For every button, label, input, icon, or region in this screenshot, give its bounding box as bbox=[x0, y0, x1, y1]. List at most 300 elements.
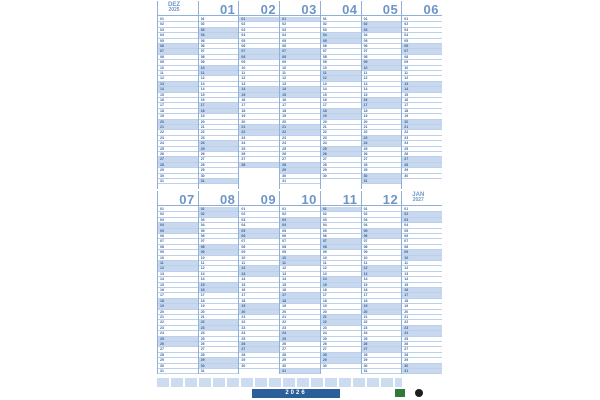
day-number: 01 bbox=[404, 207, 409, 211]
day-number: 30 bbox=[200, 363, 205, 368]
day-number: 30 bbox=[363, 363, 368, 368]
day-number: 16 bbox=[241, 98, 246, 102]
day-number: 14 bbox=[363, 277, 368, 282]
day-number: 24 bbox=[404, 141, 409, 146]
day-number: 21 bbox=[200, 315, 205, 319]
day-number: 03 bbox=[282, 217, 287, 222]
day-number: 10 bbox=[160, 65, 164, 70]
day-number: 19 bbox=[363, 304, 368, 309]
day-number: 05 bbox=[363, 228, 368, 233]
day-number: 03 bbox=[363, 217, 368, 222]
day-number: 31 bbox=[160, 369, 164, 373]
day-number: 05 bbox=[322, 38, 327, 43]
day-number: 05 bbox=[160, 228, 164, 233]
day-number: 08 bbox=[363, 54, 368, 59]
day-number: 11 bbox=[404, 71, 408, 75]
day-number: 28 bbox=[200, 162, 205, 167]
day-number: 05 bbox=[160, 38, 164, 43]
day-number: 21 bbox=[241, 125, 246, 129]
day-number: 26 bbox=[322, 342, 327, 346]
calendar-footer bbox=[157, 378, 442, 398]
day-number: 08 bbox=[160, 54, 164, 59]
day-number: 13 bbox=[160, 81, 164, 86]
day-number: 25 bbox=[282, 336, 287, 341]
day-number: 26 bbox=[322, 152, 327, 156]
day-number: 17 bbox=[160, 293, 164, 298]
day-number: 22 bbox=[322, 130, 327, 135]
day-number: 02 bbox=[322, 22, 327, 27]
day-number: 30 bbox=[404, 363, 409, 368]
day-number: 28 bbox=[241, 162, 246, 167]
day-row bbox=[321, 364, 361, 369]
day-number: 25 bbox=[200, 336, 205, 341]
day-number: 13 bbox=[200, 81, 205, 86]
day-number: 30 bbox=[404, 173, 409, 178]
calendar-first-half bbox=[157, 1, 442, 189]
day-number: 30 bbox=[322, 363, 327, 368]
day-number: 12 bbox=[322, 266, 327, 271]
day-number: 28 bbox=[404, 352, 409, 357]
day-number: 07 bbox=[404, 239, 409, 244]
day-number: 11 bbox=[200, 261, 205, 265]
day-number: 29 bbox=[404, 168, 409, 173]
day-number: 05 bbox=[241, 228, 246, 233]
day-number: 02 bbox=[322, 212, 327, 217]
day-number: 22 bbox=[200, 130, 205, 135]
day-number: 20 bbox=[160, 119, 164, 124]
month-header bbox=[158, 1, 198, 16]
year-label: 2026 bbox=[252, 389, 340, 398]
day-number: 26 bbox=[160, 342, 164, 346]
day-number: 18 bbox=[200, 108, 205, 113]
day-number: 04 bbox=[322, 33, 327, 38]
day-number: 24 bbox=[404, 331, 409, 336]
day-number: 01 bbox=[200, 17, 205, 21]
day-number: 05 bbox=[200, 38, 205, 43]
day-number: 02 bbox=[241, 212, 246, 217]
day-number: 14 bbox=[322, 277, 327, 282]
day-number: 07 bbox=[200, 49, 205, 54]
day-number: 22 bbox=[404, 320, 409, 325]
day-number: 06 bbox=[322, 44, 327, 48]
day-number: 20 bbox=[363, 119, 368, 124]
day-number: 09 bbox=[241, 60, 246, 65]
day-number: 29 bbox=[282, 358, 287, 363]
day-number: 08 bbox=[322, 244, 327, 249]
day-number: 13 bbox=[241, 81, 246, 86]
day-number: 09 bbox=[404, 60, 409, 65]
day-number: 05 bbox=[282, 228, 287, 233]
day-number: 20 bbox=[200, 119, 205, 124]
calendar-second-half bbox=[157, 191, 442, 374]
day-number: 07 bbox=[404, 49, 409, 54]
day-number: 31 bbox=[282, 179, 287, 183]
day-number: 26 bbox=[241, 342, 246, 346]
day-number: 08 bbox=[241, 54, 246, 59]
day-number: 26 bbox=[404, 152, 409, 156]
day-number: 30 bbox=[282, 363, 287, 368]
day-number: 04 bbox=[241, 33, 246, 38]
day-number: 21 bbox=[363, 315, 368, 319]
day-number: 24 bbox=[160, 331, 164, 336]
day-number: 07 bbox=[200, 239, 205, 244]
day-number: 04 bbox=[282, 223, 287, 228]
day-number: 02 bbox=[282, 22, 287, 27]
day-number: 14 bbox=[160, 87, 164, 92]
day-number: 22 bbox=[282, 320, 287, 325]
day-number: 10 bbox=[282, 65, 287, 70]
day-number: 01 bbox=[241, 17, 246, 21]
day-number: 09 bbox=[282, 60, 287, 65]
day-number: 05 bbox=[200, 228, 205, 233]
day-number: 10 bbox=[322, 65, 327, 70]
day-number: 12 bbox=[241, 266, 246, 271]
day-number: 27 bbox=[282, 347, 287, 352]
day-number: 17 bbox=[282, 293, 287, 298]
day-number: 14 bbox=[200, 277, 205, 282]
day-number: 28 bbox=[322, 352, 327, 357]
day-number: 05 bbox=[322, 228, 327, 233]
day-number: 18 bbox=[241, 298, 246, 303]
day-number: 17 bbox=[404, 293, 409, 298]
day-number: 12 bbox=[404, 76, 409, 81]
publisher-logo-black bbox=[415, 389, 423, 397]
day-number: 17 bbox=[200, 103, 205, 108]
day-number: 27 bbox=[200, 347, 205, 352]
day-row bbox=[362, 369, 402, 374]
day-number: 16 bbox=[160, 288, 164, 292]
day-number: 21 bbox=[404, 315, 409, 319]
day-number: 03 bbox=[160, 27, 164, 32]
day-number: 02 bbox=[160, 212, 164, 217]
day-number: 22 bbox=[322, 320, 327, 325]
day-row bbox=[321, 174, 361, 179]
day-number: 31 bbox=[363, 179, 368, 183]
month-column-1 bbox=[157, 191, 198, 374]
day-row bbox=[199, 179, 239, 184]
day-number: 22 bbox=[363, 130, 368, 135]
day-number: 03 bbox=[160, 217, 164, 222]
day-number: 17 bbox=[322, 293, 327, 298]
month-column-3 bbox=[238, 1, 279, 189]
month-header bbox=[362, 1, 402, 16]
month-number: 11 bbox=[342, 192, 358, 207]
day-number: 12 bbox=[200, 266, 205, 271]
day-number: 03 bbox=[241, 27, 246, 32]
day-number: 13 bbox=[363, 81, 368, 86]
day-number: 20 bbox=[282, 119, 287, 124]
day-number: 03 bbox=[322, 27, 327, 32]
day-number: 08 bbox=[200, 54, 205, 59]
day-number: 11 bbox=[160, 71, 164, 75]
month-column-7 bbox=[401, 1, 442, 189]
day-number: 08 bbox=[322, 54, 327, 59]
day-number: 30 bbox=[160, 363, 164, 368]
day-number: 22 bbox=[282, 130, 287, 135]
day-number: 11 bbox=[404, 261, 408, 265]
month-header bbox=[280, 191, 320, 206]
day-number: 01 bbox=[282, 207, 287, 211]
day-number: 04 bbox=[404, 223, 409, 228]
day-number: 14 bbox=[241, 277, 246, 282]
month-column-5 bbox=[320, 191, 361, 374]
day-number: 06 bbox=[363, 44, 368, 48]
day-number: 16 bbox=[322, 98, 327, 102]
day-number: 01 bbox=[200, 207, 205, 211]
day-number: 11 bbox=[241, 261, 246, 265]
day-number: 01 bbox=[160, 17, 164, 21]
day-number: 20 bbox=[241, 309, 246, 314]
day-number: 25 bbox=[322, 336, 327, 341]
day-number: 18 bbox=[241, 108, 246, 113]
day-number: 02 bbox=[363, 22, 368, 27]
month-number: 09 bbox=[260, 192, 277, 207]
day-number: 17 bbox=[200, 293, 205, 298]
month-column-4 bbox=[279, 191, 320, 374]
day-number: 18 bbox=[363, 108, 368, 113]
day-number: 10 bbox=[404, 65, 409, 70]
day-number: 16 bbox=[404, 98, 409, 102]
month-header bbox=[362, 191, 402, 206]
day-number: 21 bbox=[160, 125, 164, 129]
day-number: 29 bbox=[363, 358, 368, 363]
day-number: 15 bbox=[282, 92, 287, 97]
day-number: 09 bbox=[322, 60, 327, 65]
day-number: 21 bbox=[363, 125, 368, 129]
day-number: 23 bbox=[241, 135, 246, 140]
day-number: 25 bbox=[404, 336, 409, 341]
month-year: 2025 bbox=[168, 7, 180, 13]
day-number: 15 bbox=[241, 92, 246, 97]
day-number: 12 bbox=[241, 76, 246, 81]
day-row bbox=[362, 179, 402, 184]
day-number: 26 bbox=[363, 342, 368, 346]
day-number: 17 bbox=[363, 103, 368, 108]
day-number: 08 bbox=[363, 244, 368, 249]
day-number: 03 bbox=[363, 27, 368, 32]
day-number: 10 bbox=[241, 65, 246, 70]
day-number: 20 bbox=[160, 309, 164, 314]
day-number: 09 bbox=[363, 60, 368, 65]
month-number: 03 bbox=[301, 2, 317, 17]
day-number: 29 bbox=[160, 168, 164, 173]
day-number: 27 bbox=[241, 347, 246, 352]
day-number: 23 bbox=[200, 135, 205, 140]
day-number: 07 bbox=[282, 239, 287, 244]
day-number: 09 bbox=[363, 250, 368, 255]
day-number: 04 bbox=[363, 223, 368, 228]
day-number: 24 bbox=[282, 331, 287, 336]
day-number: 13 bbox=[404, 271, 409, 276]
day-number: 07 bbox=[322, 239, 327, 244]
day-number: 18 bbox=[200, 298, 205, 303]
day-number: 21 bbox=[322, 125, 327, 129]
day-number: 23 bbox=[322, 325, 327, 330]
day-number: 12 bbox=[282, 76, 287, 81]
day-number: 01 bbox=[404, 17, 409, 21]
day-number: 20 bbox=[322, 309, 327, 314]
day-number: 14 bbox=[404, 87, 409, 92]
day-number: 06 bbox=[200, 234, 205, 238]
day-number: 08 bbox=[241, 244, 246, 249]
day-number: 15 bbox=[404, 282, 409, 287]
day-number: 02 bbox=[241, 22, 246, 27]
day-number: 13 bbox=[200, 271, 205, 276]
day-number: 15 bbox=[363, 92, 368, 97]
day-number: 21 bbox=[241, 315, 246, 319]
day-number: 30 bbox=[241, 363, 246, 368]
month-number: 08 bbox=[219, 192, 236, 207]
day-number: 07 bbox=[241, 49, 246, 54]
day-number: 02 bbox=[404, 22, 409, 27]
day-number: 06 bbox=[160, 234, 164, 238]
day-number: 25 bbox=[160, 336, 164, 341]
month-number: 01 bbox=[219, 2, 236, 17]
day-number: 19 bbox=[241, 304, 246, 309]
day-number: 24 bbox=[200, 141, 205, 146]
day-number: 11 bbox=[322, 261, 327, 265]
day-number: 22 bbox=[404, 130, 409, 135]
day-number: 17 bbox=[322, 103, 327, 108]
day-number: 01 bbox=[363, 207, 368, 211]
month-header bbox=[239, 191, 279, 206]
day-number: 10 bbox=[160, 255, 164, 260]
day-number: 05 bbox=[404, 228, 409, 233]
day-number: 30 bbox=[160, 173, 164, 178]
day-number: 27 bbox=[200, 157, 205, 162]
day-number: 30 bbox=[282, 173, 287, 178]
day-number: 28 bbox=[200, 352, 205, 357]
day-number: 18 bbox=[322, 108, 327, 113]
day-number: 08 bbox=[160, 244, 164, 249]
day-number: 15 bbox=[404, 92, 409, 97]
day-number: 28 bbox=[282, 352, 287, 357]
day-number: 06 bbox=[241, 44, 246, 48]
day-number: 28 bbox=[363, 162, 368, 167]
day-number: 25 bbox=[282, 146, 287, 151]
day-number: 18 bbox=[160, 108, 164, 113]
day-number: 08 bbox=[200, 244, 205, 249]
day-number: 15 bbox=[322, 92, 327, 97]
day-number: 19 bbox=[404, 304, 409, 309]
day-number: 11 bbox=[282, 71, 286, 75]
day-number: 19 bbox=[363, 114, 368, 119]
day-number: 01 bbox=[282, 17, 287, 21]
day-number: 17 bbox=[404, 103, 409, 108]
day-number: 19 bbox=[404, 114, 409, 119]
day-number: 14 bbox=[282, 277, 287, 282]
day-number: 19 bbox=[322, 304, 327, 309]
day-number: 14 bbox=[282, 87, 287, 92]
month-column-2 bbox=[198, 191, 239, 374]
day-number: 24 bbox=[322, 141, 327, 146]
day-number: 26 bbox=[241, 152, 246, 156]
day-number: 26 bbox=[282, 342, 287, 346]
day-number: 22 bbox=[200, 320, 205, 325]
day-number: 02 bbox=[200, 212, 205, 217]
day-number: 01 bbox=[363, 17, 368, 21]
day-number: 16 bbox=[200, 98, 205, 102]
day-number: 12 bbox=[160, 266, 164, 271]
day-number: 06 bbox=[200, 44, 205, 48]
day-number: 19 bbox=[241, 114, 246, 119]
day-number: 13 bbox=[282, 81, 287, 86]
day-number: 31 bbox=[282, 369, 287, 373]
day-number: 29 bbox=[322, 168, 327, 173]
day-number: 27 bbox=[363, 157, 368, 162]
day-row bbox=[158, 179, 198, 184]
day-number: 27 bbox=[363, 347, 368, 352]
day-number: 30 bbox=[322, 173, 327, 178]
day-number: 04 bbox=[282, 33, 287, 38]
month-header bbox=[199, 1, 239, 16]
month-column-2 bbox=[198, 1, 239, 189]
day-number: 17 bbox=[241, 293, 246, 298]
day-number: 19 bbox=[282, 304, 287, 309]
day-number: 15 bbox=[241, 282, 246, 287]
day-number: 01 bbox=[160, 207, 164, 211]
day-number: 16 bbox=[200, 288, 205, 292]
day-number: 11 bbox=[322, 71, 327, 75]
day-number: 16 bbox=[282, 288, 287, 292]
day-number: 23 bbox=[160, 325, 164, 330]
day-number: 17 bbox=[160, 103, 164, 108]
day-number: 25 bbox=[322, 146, 327, 151]
day-number: 11 bbox=[200, 71, 205, 75]
day-number: 02 bbox=[200, 22, 205, 27]
day-number: 03 bbox=[200, 217, 205, 222]
day-number: 29 bbox=[241, 358, 246, 363]
month-year: 2027 bbox=[412, 197, 424, 203]
day-number: 16 bbox=[363, 98, 368, 102]
day-row bbox=[239, 364, 279, 369]
day-number: 14 bbox=[200, 87, 205, 92]
month-number: 04 bbox=[342, 2, 358, 17]
day-number: 04 bbox=[241, 223, 246, 228]
day-number: 22 bbox=[160, 130, 164, 135]
day-number: 08 bbox=[282, 54, 287, 59]
day-number: 13 bbox=[322, 271, 327, 276]
day-number: 05 bbox=[282, 38, 287, 43]
day-number: 09 bbox=[200, 60, 205, 65]
day-number: 19 bbox=[322, 114, 327, 119]
day-number: 09 bbox=[241, 250, 246, 255]
day-number: 19 bbox=[200, 114, 205, 119]
day-number: 07 bbox=[282, 49, 287, 54]
day-number: 25 bbox=[241, 336, 246, 341]
day-number: 03 bbox=[200, 27, 205, 32]
day-number: 30 bbox=[363, 173, 368, 178]
day-number: 27 bbox=[322, 157, 327, 162]
day-number: 16 bbox=[322, 288, 327, 292]
day-number: 31 bbox=[200, 369, 205, 373]
day-number: 23 bbox=[241, 325, 246, 330]
day-row bbox=[402, 174, 442, 179]
day-number: 12 bbox=[282, 266, 287, 271]
day-number: 28 bbox=[282, 162, 287, 167]
day-row bbox=[199, 369, 239, 374]
day-number: 24 bbox=[241, 331, 246, 336]
day-number: 25 bbox=[160, 146, 164, 151]
day-number: 24 bbox=[363, 331, 368, 336]
day-number: 27 bbox=[160, 347, 164, 352]
day-number: 19 bbox=[160, 304, 164, 309]
day-number: 19 bbox=[282, 114, 287, 119]
day-row bbox=[402, 369, 442, 374]
day-number: 22 bbox=[363, 320, 368, 325]
day-number: 22 bbox=[241, 130, 246, 135]
day-number: 23 bbox=[282, 135, 287, 140]
